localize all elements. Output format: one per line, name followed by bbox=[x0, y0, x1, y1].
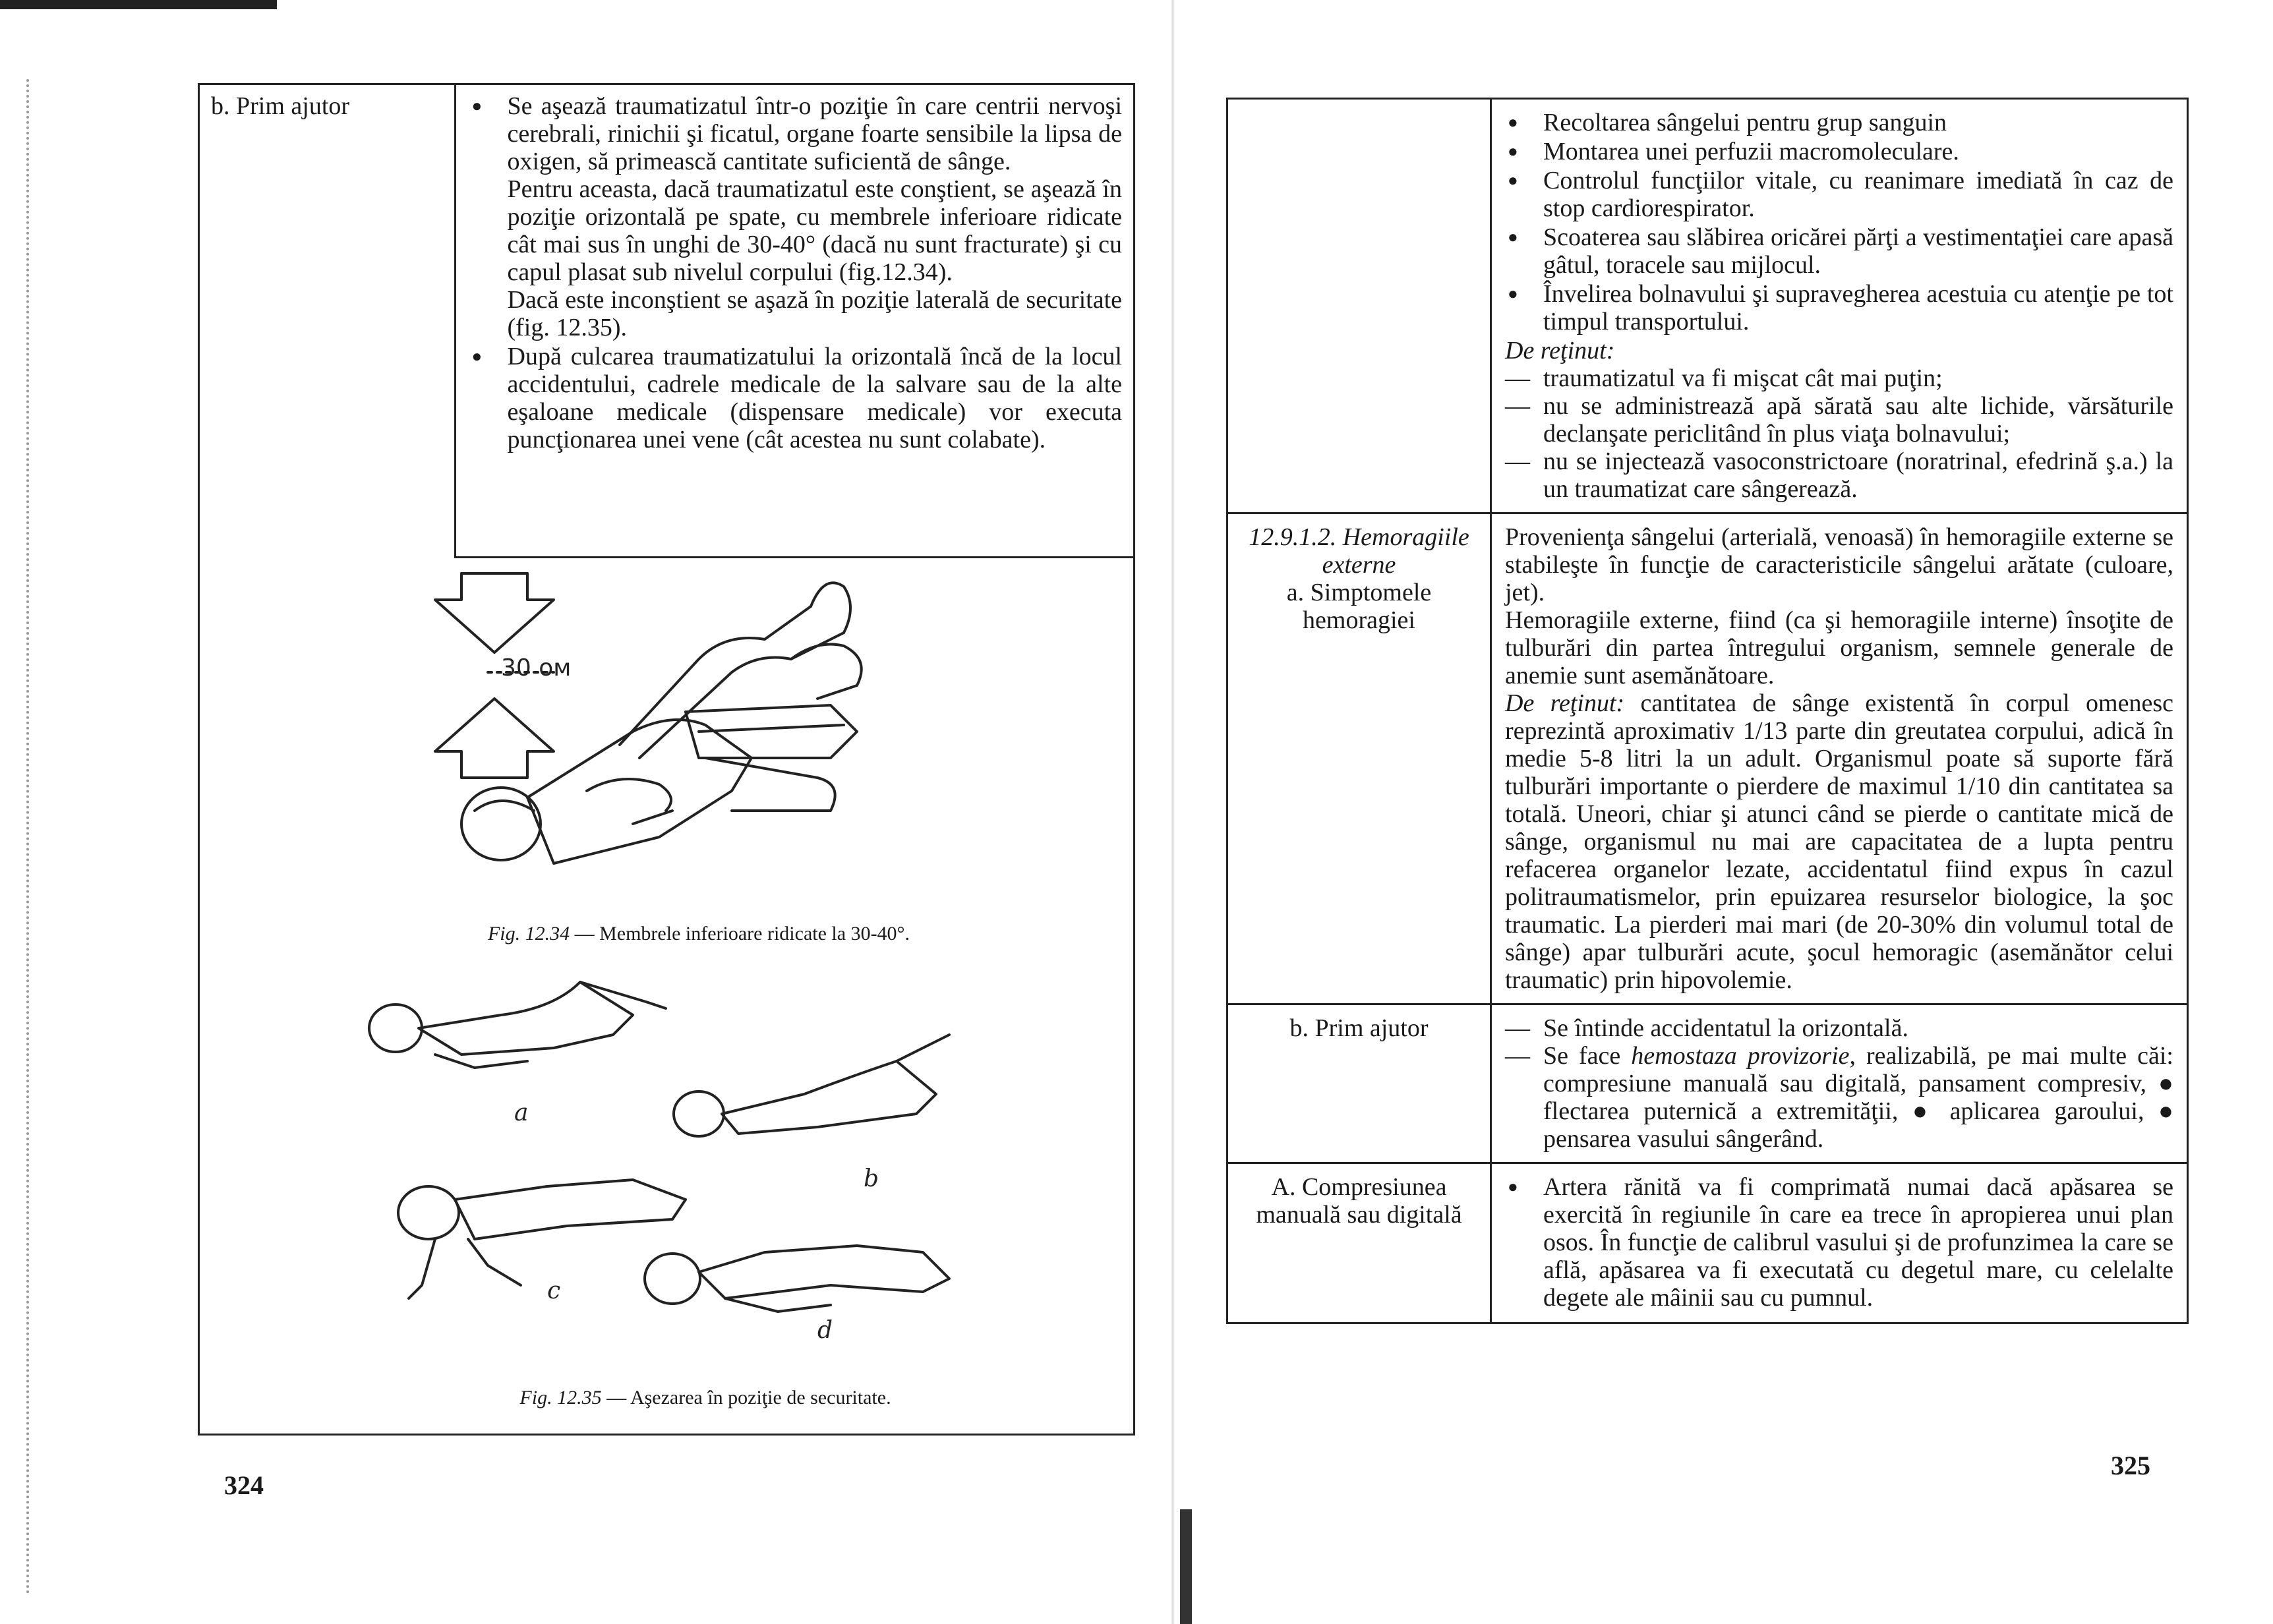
bullet-extra: Pentru aceasta, dacă traumatizatul este conştient, se aşează în poziţie orizontală pe spate, cu membrele inferioare ridicate cât mai sus în unghi de 30-40° (dacă nu sunt fracturate) şi cu capul plasat sub nivelul corpului (fig.12.34). bbox=[507, 175, 1122, 286]
page-number-left: 324 bbox=[224, 1470, 264, 1500]
row-head bbox=[1227, 99, 1491, 513]
figure-12-35-caption bbox=[382, 1387, 1028, 1409]
caption-text: — Membrele inferioare ridicate la 30-40°. bbox=[570, 923, 910, 944]
caption-text: — Aşezarea în poziţie de securitate. bbox=[601, 1387, 891, 1408]
list-item bbox=[1505, 1042, 2173, 1153]
torso-outline bbox=[527, 720, 752, 863]
row-body bbox=[1491, 1004, 2188, 1163]
left-table bbox=[198, 83, 1135, 558]
row-head bbox=[1227, 1004, 1491, 1163]
right-table bbox=[1226, 98, 2189, 1324]
dash-list bbox=[1505, 1014, 2173, 1153]
figure-label-d: d bbox=[817, 1317, 833, 1344]
figure-12-34-illustration bbox=[422, 560, 949, 890]
section-subheading: a. Simptomele hemoragiei bbox=[1286, 579, 1432, 634]
list-item bbox=[469, 343, 1123, 453]
row-body bbox=[1491, 1163, 2188, 1323]
row-head-label: b. Prim ajutor bbox=[211, 92, 350, 120]
bullet-list bbox=[1505, 109, 2173, 335]
bullet-list bbox=[469, 92, 1123, 453]
book-spine bbox=[1171, 0, 1175, 1624]
dash-list bbox=[1505, 364, 2173, 503]
paragraph bbox=[1505, 689, 2173, 994]
row-head-label: A. Compresiunea manuală sau digitală bbox=[1256, 1173, 1462, 1229]
table-row bbox=[1227, 99, 2188, 513]
list-item: — nu se injectează vasoconstrictoare (noratrinal, efedrină ş.a.) la un traumatizat care sângerează. bbox=[1505, 448, 2173, 503]
table-row bbox=[1227, 1004, 2188, 1163]
figure-12-34-caption bbox=[369, 923, 1028, 945]
list-item: ● Montarea unei perfuzii macromoleculare. bbox=[1505, 138, 2173, 165]
list-item: — nu se administrează apă sărată sau alte lichide, vărsăturile declanşate periclitând în plus viaţa bolnavului; bbox=[1505, 392, 2173, 448]
figure-12-35-illustration bbox=[356, 975, 1042, 1345]
arrow-up-icon bbox=[435, 699, 554, 778]
bullet-text: După culcarea traumatizatului la orizontală încă de la locul accidentului, cadrele medicale de la salvare sau de la alte eşaloane medicale (dispensare medicale) vor executa puncţionarea unei vene (cât acestea nu sunt colabate). bbox=[507, 343, 1122, 453]
left-table-wrap bbox=[198, 83, 1135, 558]
paragraph: Hemoragiile externe, fiind (ca şi hemoragiile interne) însoţite de tulburări din partea întregului organism, semnele generale de anemie sunt asemănătoare. bbox=[1505, 606, 2173, 689]
table-row bbox=[1227, 1163, 2188, 1323]
table-row bbox=[198, 83, 1135, 558]
text-segment: Se face bbox=[1543, 1042, 1632, 1070]
paragraph: Provenienţa sângelui (arterială, venoasă) în hemoragiile externe se stabileşte în funcţie de caracteristicile sângelui arătate (culoare, jet). bbox=[1505, 523, 2173, 606]
right-table-wrap bbox=[1226, 98, 2189, 1324]
bullet-text: Se aşează traumatizatul într-o poziţie în care centrii nervoşi cerebrali, rinichii şi ficatul, organe foarte sensibile la lipsa de oxigen, să primească cantitate suficientă de sânge. bbox=[507, 92, 1122, 175]
text-segment: , realizabilă, pe mai multe căi: compresiune manuală sau digitală, pansament compresiv, ● flectarea puternică a extremităţii, ● aplicarea garoului, ● pensarea vasului sângerând. bbox=[1543, 1042, 2173, 1153]
list-item bbox=[469, 92, 1123, 341]
table-row bbox=[1227, 513, 2188, 1004]
row-body bbox=[1491, 99, 2188, 513]
row-head bbox=[1227, 1163, 1491, 1323]
figure-label-b: b bbox=[864, 1165, 879, 1192]
emphasis-text: hemostaza provizorie bbox=[1631, 1042, 1850, 1070]
list-item: ● Artera rănită va fi comprimată numai dacă apăsarea se exercită în regiunile în care ea trece în apropierea unui plan osos. În funcţie de calibrul vasului şi de profunzimea la care se află, apăsarea va fi executată cu degetul mare, cu celelalte degete ale mâinii sau cu pumnul. bbox=[1505, 1173, 2173, 1312]
list-item: ● Recoltarea sângelui pentru grup sanguin bbox=[1505, 109, 2173, 136]
bullet-list bbox=[1505, 1173, 2173, 1312]
section-heading: 12.9.1.2. Hemoragiile externe bbox=[1249, 523, 1469, 579]
figure-label-a: a bbox=[514, 1099, 529, 1126]
list-item: — traumatizatul va fi mişcat cât mai puţin; bbox=[1505, 364, 2173, 392]
row-body bbox=[1491, 513, 2188, 1004]
list-item: — Se întinde accidentatul la orizontală. bbox=[1505, 1014, 2173, 1042]
caption-number: Fig. 12.35 bbox=[519, 1387, 602, 1408]
list-item: ● Învelirea bolnavului şi supravegherea acestuia cu atenţie pe tot timpul transportului. bbox=[1505, 280, 2173, 335]
list-item: ● Controlul funcţiilor vitale, cu reanimare imediată în caz de stop cardiorespirator. bbox=[1505, 167, 2173, 222]
row-head bbox=[1227, 513, 1491, 1004]
note-text: cantitatea de sânge existentă în corpul omenesc reprezintă aproximativ 1/13 parte din greutatea corpului, adică în medie 5-8 litri la un adult. Organismul poate să suporte fără tulburări importante o pierdere de maximul 1/10 din cantitatea sa totală. Uneori, chiar şi atunci când se pierde o cantitate mică de sânge, organismul nu mai are capacitatea de a lupta pentru refacerea organelor lezate, accidentatul fiind expus în cazul politraumatismelor, prin epuizarea resurselor biologice, la şoc traumatic. La pierderi mai mari (de 20-30% din volumul total de sânge) apar tulburări acute, şocul hemoragic (asemănător celui traumatic) prin hipovolemie. bbox=[1505, 689, 2173, 994]
angle-label: 30 ом bbox=[501, 654, 572, 682]
list-item: ● Scoaterea sau slăbirea oricărei părţi a vestimentaţiei care apasă gâtul, toracele sau mijlocul. bbox=[1505, 223, 2173, 279]
page-number-right: 325 bbox=[2111, 1451, 2150, 1480]
figure-label-c: c bbox=[547, 1277, 561, 1304]
row-head bbox=[198, 83, 455, 558]
note-label: De reţinut: bbox=[1505, 337, 1615, 364]
page-right bbox=[1187, 0, 2273, 1624]
bullet-extra: Dacă este inconştient se aşază în poziţie laterală de securitate (fig. 12.35). bbox=[507, 286, 1122, 341]
note-label: De reţinut: bbox=[1505, 689, 1625, 717]
arrow-down-icon bbox=[435, 573, 554, 652]
caption-number: Fig. 12.34 bbox=[487, 923, 570, 944]
row-head-label: b. Prim ajutor bbox=[1289, 1014, 1429, 1042]
row-body bbox=[455, 83, 1135, 558]
